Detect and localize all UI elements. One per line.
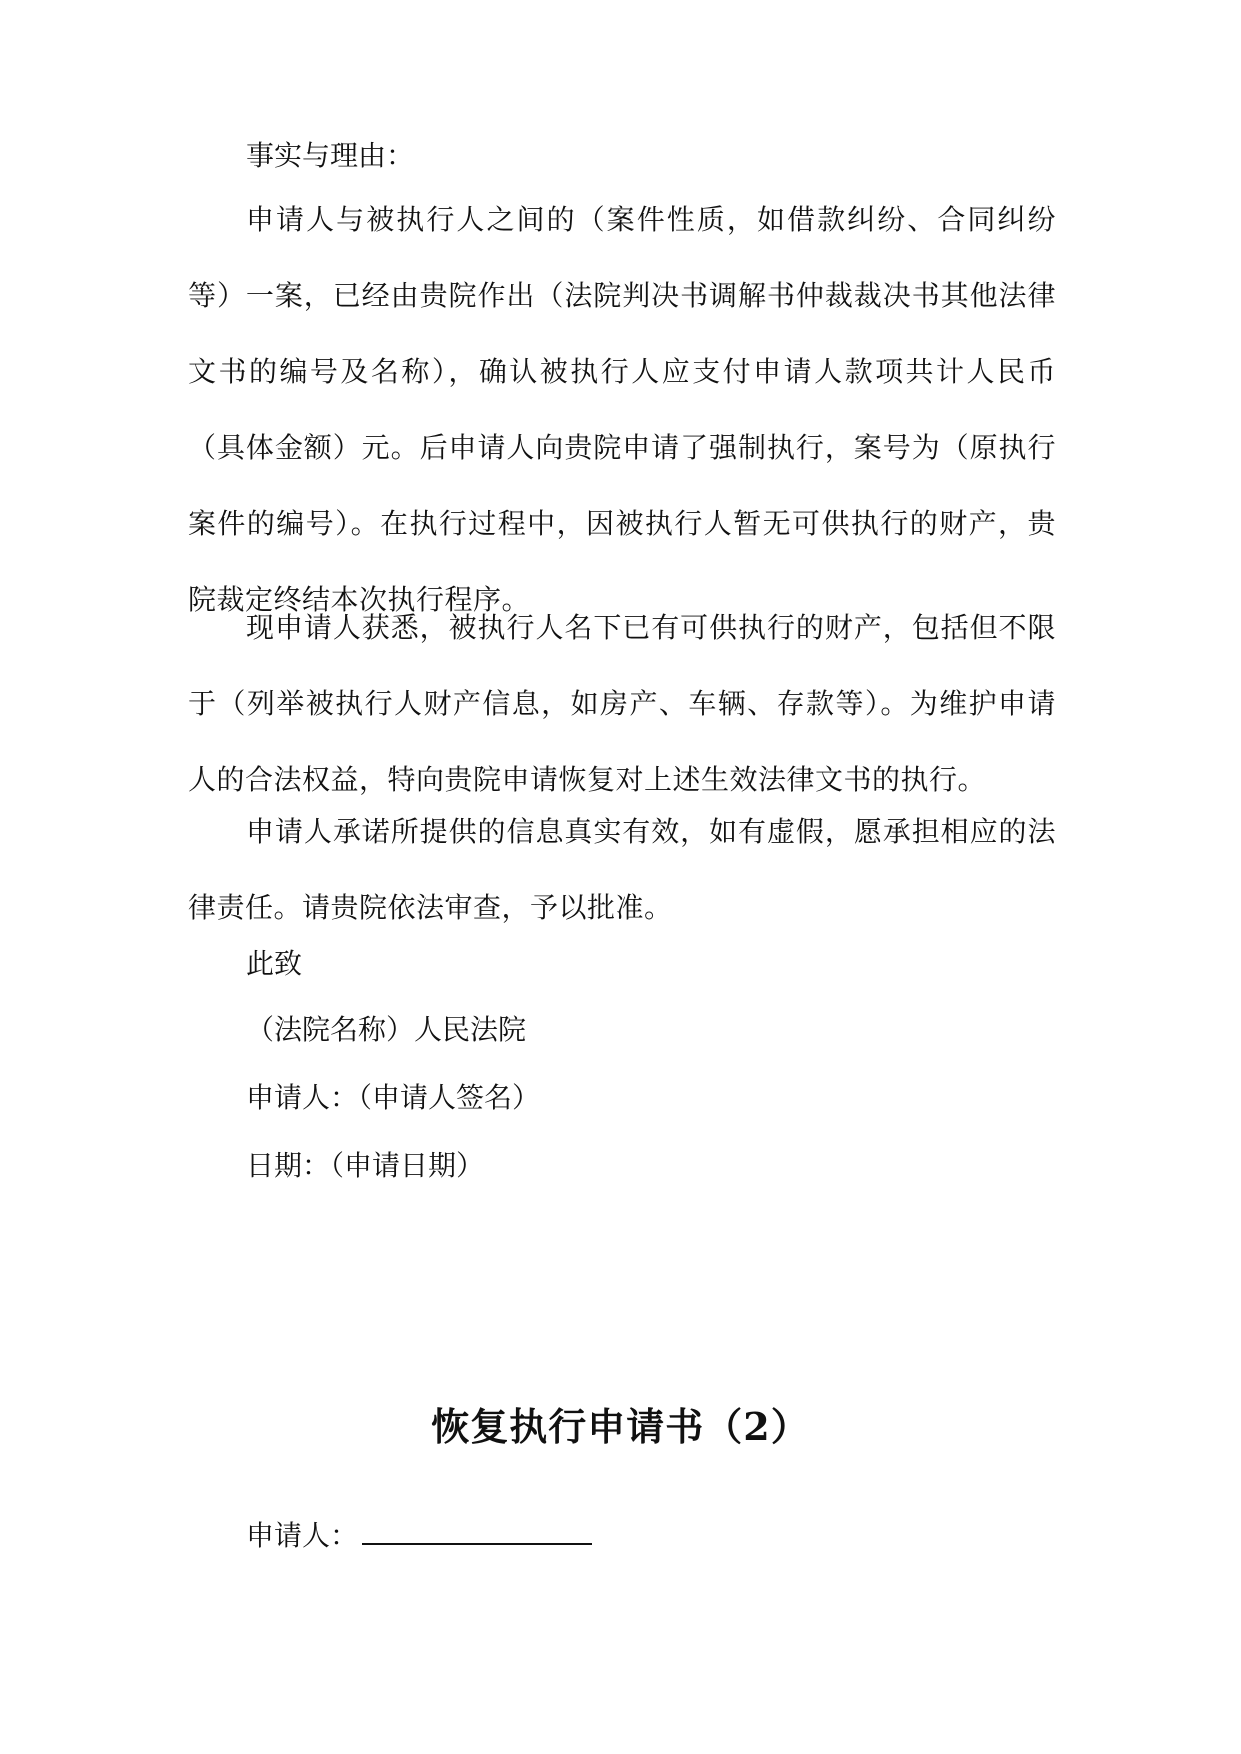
court-name: （法院名称）人民法院 bbox=[246, 1013, 527, 1046]
second-applicant-label: 申请人： bbox=[246, 1519, 359, 1552]
applicant-blank-field[interactable] bbox=[362, 1515, 592, 1545]
paragraph-case-background: 申请人与被执行人之间的（案件性质，如借款纠纷、合同纠纷等）一案，已经由贵院作出（法院判决书调解书仲裁裁决书其他法律文书的编号及名称），确认被执行人应支付申请人款项共计人民币（具体金额）元。后申请人向贵院申请了强制执行，案号为（原执行案件的编号）。在执行过程中，因被执行人暂无可供执行的财产，贵院裁定终结本次执行程序。 bbox=[188, 203, 1056, 616]
application-date: 日期：（申请日期） bbox=[246, 1149, 485, 1182]
paragraph-new-assets: 现申请人获悉，被执行人名下已有可供执行的财产，包括但不限于（列举被执行人财产信息，如房产、车辆、存款等）。为维护申请人的合法权益，特向贵院申请恢复对上述生效法律文书的执行。 bbox=[188, 611, 1056, 796]
paragraph-commitment: 申请人承诺所提供的信息真实有效，如有虚假，愿承担相应的法律责任。请贵院依法审查，予以批准。 bbox=[188, 815, 1056, 924]
page-title: 恢复执行申请书（2） bbox=[431, 1404, 810, 1449]
facts-heading: 事实与理由： bbox=[246, 139, 415, 172]
closing-salutation: 此致 bbox=[246, 947, 303, 980]
applicant-signature: 申请人：（申请人签名） bbox=[246, 1081, 541, 1114]
second-applicant-line bbox=[246, 1515, 592, 1556]
